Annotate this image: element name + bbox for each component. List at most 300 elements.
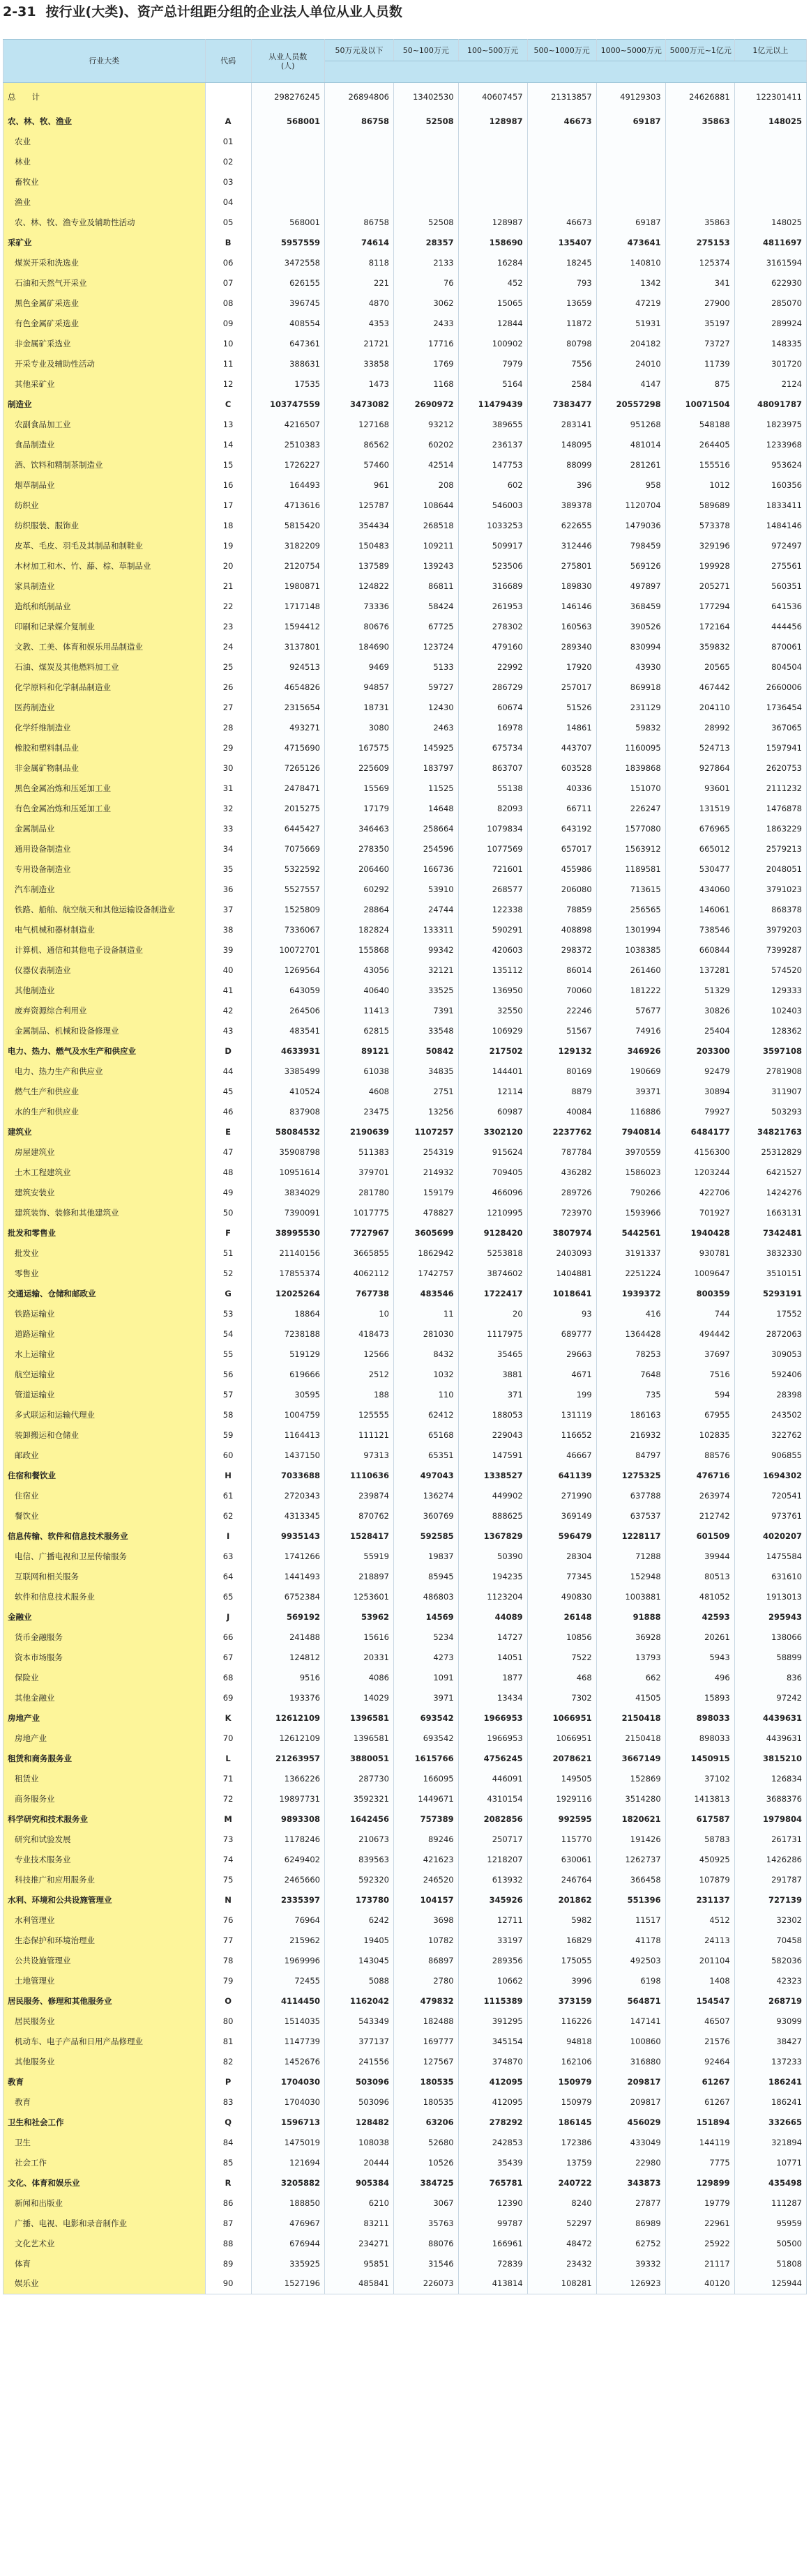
band-value-cell: 1017775 xyxy=(324,1202,393,1222)
band-value-cell: 416 xyxy=(596,1303,665,1324)
band-value-cell: 408898 xyxy=(527,919,596,940)
band-value-cell: 89246 xyxy=(394,1829,459,1849)
industry-label: 广播、电视、电影和录音制作业 xyxy=(3,2213,206,2233)
industry-code: 11 xyxy=(205,353,251,374)
industry-code: 51 xyxy=(205,1243,251,1263)
band-value-cell: 86758 xyxy=(324,212,393,232)
band-value-cell: 212742 xyxy=(665,1505,734,1526)
band-value-cell: 1484146 xyxy=(734,515,806,535)
band-value-cell: 150483 xyxy=(324,535,393,555)
band-value-cell: 346463 xyxy=(324,818,393,838)
band-value-cell: 25922 xyxy=(665,2233,734,2253)
band-value-cell: 100860 xyxy=(596,2031,665,2051)
total-employees-cell: 215962 xyxy=(251,1930,324,1950)
band-value-cell: 144119 xyxy=(665,2132,734,2152)
band-value-cell: 152869 xyxy=(596,1768,665,1788)
band-value-cell: 40336 xyxy=(527,778,596,798)
band-value-cell: 367065 xyxy=(734,717,806,737)
industry-label: 烟草制品业 xyxy=(3,475,206,495)
band-value-cell: 158690 xyxy=(458,232,527,252)
band-value-cell: 2584 xyxy=(527,374,596,394)
industry-label: 装卸搬运和仓储业 xyxy=(3,1425,206,1445)
band-value-cell: 43056 xyxy=(324,960,393,980)
industry-code: 80 xyxy=(205,2011,251,2031)
industry-label: 其他制造业 xyxy=(3,980,206,1000)
industry-label: 采矿业 xyxy=(3,232,206,252)
band-value-cell: 564871 xyxy=(596,1991,665,2011)
total-employees-cell: 17855374 xyxy=(251,1263,324,1283)
band-value-cell: 675734 xyxy=(458,737,527,758)
band-value-cell: 8118 xyxy=(324,252,393,273)
band-value-cell: 65168 xyxy=(394,1425,459,1445)
table-row xyxy=(3,1263,807,1283)
band-value-cell: 82093 xyxy=(458,798,527,818)
band-value-cell: 148025 xyxy=(734,111,806,131)
industry-code: A xyxy=(205,111,251,131)
band-value-cell: 25404 xyxy=(665,1020,734,1041)
band-value-cell: 1663131 xyxy=(734,1202,806,1222)
table-row xyxy=(3,859,807,879)
total-employees-cell: 21140156 xyxy=(251,1243,324,1263)
total-employees-cell: 164493 xyxy=(251,475,324,495)
total-employees-cell: 1969996 xyxy=(251,1950,324,1970)
band-value-cell: 58783 xyxy=(665,1829,734,1849)
band-value-cell: 20565 xyxy=(665,657,734,677)
band-value-cell: 189830 xyxy=(527,576,596,596)
table-number: 2-31 xyxy=(3,4,36,20)
industry-code: 19 xyxy=(205,535,251,555)
band-value-cell: 181222 xyxy=(596,980,665,1000)
table-row xyxy=(3,1566,807,1586)
total-employees-cell: 1366226 xyxy=(251,1768,324,1788)
band-value-cell: 1450915 xyxy=(665,1748,734,1768)
band-value-cell: 234271 xyxy=(324,2233,393,2253)
band-value-cell: 99787 xyxy=(458,2213,527,2233)
band-value-cell: 22246 xyxy=(527,1000,596,1020)
band-value-cell: 86989 xyxy=(596,2213,665,2233)
industry-label: 住宿业 xyxy=(3,1485,206,1505)
band-value-cell: 973761 xyxy=(734,1505,806,1526)
band-value-cell: 182488 xyxy=(394,2011,459,2031)
industry-code: 25 xyxy=(205,657,251,677)
band-value-cell: 1107257 xyxy=(394,1121,459,1142)
industry-label: 新闻和出版业 xyxy=(3,2193,206,2213)
industry-code: 34 xyxy=(205,838,251,859)
band-value-cell: 126834 xyxy=(734,1768,806,1788)
band-value-cell: 3592321 xyxy=(324,1788,393,1809)
band-value-cell: 3080 xyxy=(324,717,393,737)
band-value-cell xyxy=(324,192,393,212)
total-employees-cell: 1452676 xyxy=(251,2051,324,2071)
band-value-cell: 3514280 xyxy=(596,1788,665,1809)
table-row xyxy=(3,1687,807,1708)
band-value-cell: 28304 xyxy=(527,1546,596,1566)
band-value-cell: 111287 xyxy=(734,2193,806,2213)
band-value-cell: 836 xyxy=(734,1667,806,1687)
band-value-cell xyxy=(734,171,806,192)
band-value-cell: 412095 xyxy=(458,2071,527,2092)
table-row xyxy=(3,1647,807,1667)
band-value-cell: 11872 xyxy=(527,313,596,333)
band-value-cell: 15065 xyxy=(458,293,527,313)
band-value-cell: 21117 xyxy=(665,2253,734,2274)
band-value-cell: 1473 xyxy=(324,374,393,394)
band-value-cell: 478827 xyxy=(394,1202,459,1222)
total-employees-cell: 19897731 xyxy=(251,1788,324,1809)
band-value-cell: 455986 xyxy=(527,859,596,879)
industry-label: 化学纤维制造业 xyxy=(3,717,206,737)
total-employees-cell: 493271 xyxy=(251,717,324,737)
band-value-cell: 6210 xyxy=(324,2193,393,2213)
industry-code: 66 xyxy=(205,1627,251,1647)
band-value-cell: 88099 xyxy=(527,454,596,475)
band-value-cell: 1253601 xyxy=(324,1586,393,1607)
band-value-cell: 1012 xyxy=(665,475,734,495)
table-row xyxy=(3,2132,807,2152)
industry-code: 18 xyxy=(205,515,251,535)
band-value-cell: 80169 xyxy=(527,1061,596,1081)
band-value-cell: 11413 xyxy=(324,1000,393,1020)
band-value-cell: 92464 xyxy=(665,2051,734,2071)
band-value-cell: 182824 xyxy=(324,919,393,940)
band-value-cell: 961 xyxy=(324,475,393,495)
total-employees-cell: 1514035 xyxy=(251,2011,324,2031)
total-employees-cell: 4633931 xyxy=(251,1041,324,1061)
band-value-cell xyxy=(665,192,734,212)
total-employees-cell: 1269564 xyxy=(251,960,324,980)
section-row xyxy=(3,2112,807,2132)
industry-code: 13 xyxy=(205,414,251,434)
total-employees-cell: 17535 xyxy=(251,374,324,394)
band-value-cell: 3996 xyxy=(527,1970,596,1991)
band-value-cell: 53910 xyxy=(394,879,459,899)
band-value-cell: 35863 xyxy=(665,111,734,131)
band-value-cell: 2150418 xyxy=(596,1728,665,1748)
band-value-cell: 29663 xyxy=(527,1344,596,1364)
band-value-cell: 1820621 xyxy=(596,1809,665,1829)
band-value-cell: 7516 xyxy=(665,1364,734,1384)
band-value-cell: 360769 xyxy=(394,1505,459,1526)
band-value-cell: 4156300 xyxy=(665,1142,734,1162)
band-value-cell: 1218207 xyxy=(458,1849,527,1869)
industry-code: 28 xyxy=(205,717,251,737)
band-value-cell: 106929 xyxy=(458,1020,527,1041)
band-value-cell: 14029 xyxy=(324,1687,393,1708)
band-value-cell: 446091 xyxy=(458,1768,527,1788)
total-employees-cell: 4713616 xyxy=(251,495,324,515)
industry-label: 航空运输业 xyxy=(3,1364,206,1384)
band-value-cell: 10771 xyxy=(734,2152,806,2172)
band-value-cell: 80676 xyxy=(324,616,393,636)
band-value-cell: 643192 xyxy=(527,818,596,838)
industry-label: 木材加工和木、竹、藤、棕、草制品业 xyxy=(3,555,206,576)
total-employees-cell: 410524 xyxy=(251,1081,324,1101)
table-row xyxy=(3,495,807,515)
band-value-cell: 494442 xyxy=(665,1324,734,1344)
band-value-cell: 66711 xyxy=(527,798,596,818)
total-employees-cell: 3472558 xyxy=(251,252,324,273)
total-employees-cell: 9935143 xyxy=(251,1526,324,1546)
band-value-cell: 268719 xyxy=(734,1991,806,2011)
band-value-cell: 70458 xyxy=(734,1930,806,1950)
industry-label: 仪器仪表制造业 xyxy=(3,960,206,980)
table-row xyxy=(3,434,807,454)
band-value-cell: 128987 xyxy=(458,111,527,131)
band-value-cell: 312446 xyxy=(527,535,596,555)
band-value-cell: 268518 xyxy=(394,515,459,535)
band-value-cell: 713615 xyxy=(596,879,665,899)
industry-code: 78 xyxy=(205,1950,251,1970)
band-value-cell: 4512 xyxy=(665,1910,734,1930)
total-employees-cell: 7390091 xyxy=(251,1202,324,1222)
section-row xyxy=(3,1121,807,1142)
band-value-cell: 3161594 xyxy=(734,252,806,273)
table-title: 按行业(大类)、资产总计组距分组的企业法人单位从业人员数 xyxy=(45,4,402,20)
band-value-cell: 3510151 xyxy=(734,1263,806,1283)
band-value-cell: 65351 xyxy=(394,1445,459,1465)
total-employees-cell: 10072701 xyxy=(251,940,324,960)
band-value-cell: 225609 xyxy=(324,758,393,778)
industry-code: 79 xyxy=(205,1970,251,1991)
band-value-cell: 127168 xyxy=(324,414,393,434)
band-value-cell: 5234 xyxy=(394,1627,459,1647)
band-value-cell: 111121 xyxy=(324,1425,393,1445)
band-value-cell: 1009647 xyxy=(665,1263,734,1283)
band-value-cell: 61038 xyxy=(324,1061,393,1081)
industry-label: 卫生 xyxy=(3,2132,206,2152)
industry-code: 21 xyxy=(205,576,251,596)
industry-label: 居民服务业 xyxy=(3,2011,206,2031)
band-value-cell: 3067 xyxy=(394,2193,459,2213)
band-value-cell: 39332 xyxy=(596,2253,665,2274)
band-value-cell: 1301994 xyxy=(596,919,665,940)
band-value-cell: 930781 xyxy=(665,1243,734,1263)
industry-code: 82 xyxy=(205,2051,251,2071)
band-value-cell: 40607457 xyxy=(458,83,527,112)
band-value-cell: 60674 xyxy=(458,697,527,717)
page-title xyxy=(3,1,402,20)
industry-label: 畜牧业 xyxy=(3,171,206,192)
band-value-cell: 316689 xyxy=(458,576,527,596)
band-value-cell xyxy=(324,171,393,192)
band-value-cell: 254319 xyxy=(394,1142,459,1162)
band-value-cell xyxy=(458,151,527,171)
band-value-cell xyxy=(394,192,459,212)
band-value-cell: 33197 xyxy=(458,1930,527,1950)
industry-code xyxy=(205,83,251,112)
table-row xyxy=(3,1485,807,1505)
band-value-cell: 4062112 xyxy=(324,1263,393,1283)
industry-label: 零售业 xyxy=(3,1263,206,1283)
industry-code: 74 xyxy=(205,1849,251,1869)
band-value-cell: 35465 xyxy=(458,1344,527,1364)
table-row xyxy=(3,1768,807,1788)
band-value-cell: 1479036 xyxy=(596,515,665,535)
header-spacer xyxy=(324,61,806,83)
total-employees-cell: 1980871 xyxy=(251,576,324,596)
band-value-cell: 830994 xyxy=(596,636,665,657)
industry-label: 土地管理业 xyxy=(3,1970,206,1991)
band-value-cell: 23432 xyxy=(527,2253,596,2274)
band-value-cell: 100902 xyxy=(458,333,527,353)
band-value-cell: 490830 xyxy=(527,1586,596,1607)
table-header xyxy=(3,40,807,83)
band-value-cell: 1528417 xyxy=(324,1526,393,1546)
band-value-cell: 721601 xyxy=(458,859,527,879)
band-value-cell: 622655 xyxy=(527,515,596,535)
total-employees-cell: 2510383 xyxy=(251,434,324,454)
band-value-cell: 239874 xyxy=(324,1485,393,1505)
industry-label: 铁路运输业 xyxy=(3,1303,206,1324)
table-row xyxy=(3,1930,807,1950)
band-value-cell: 10071504 xyxy=(665,394,734,414)
industry-code: 14 xyxy=(205,434,251,454)
industry-label: 房屋建筑业 xyxy=(3,1142,206,1162)
industry-label: 管道运输业 xyxy=(3,1384,206,1404)
table-row xyxy=(3,1384,807,1404)
band-value-cell: 1979804 xyxy=(734,1809,806,1829)
band-value-cell: 214932 xyxy=(394,1162,459,1182)
band-value-cell: 226073 xyxy=(394,2274,459,2294)
band-value-cell: 145925 xyxy=(394,737,459,758)
band-value-cell: 241556 xyxy=(324,2051,393,2071)
band-value-cell: 226247 xyxy=(596,798,665,818)
header-industry: 行业大类 xyxy=(3,40,206,83)
industry-code: L xyxy=(205,1748,251,1768)
band-value-cell: 1079834 xyxy=(458,818,527,838)
band-value-cell: 218897 xyxy=(324,1566,393,1586)
band-value-cell: 256565 xyxy=(596,899,665,919)
industry-label: 道路运输业 xyxy=(3,1324,206,1344)
total-employees-cell: 21263957 xyxy=(251,1748,324,1768)
industry-code: 43 xyxy=(205,1020,251,1041)
band-value-cell: 155868 xyxy=(324,940,393,960)
total-employees-cell: 1437150 xyxy=(251,1445,324,1465)
total-employees-cell: 647361 xyxy=(251,333,324,353)
band-value-cell: 7383477 xyxy=(527,394,596,414)
band-value-cell xyxy=(596,192,665,212)
total-employees-cell: 3182209 xyxy=(251,535,324,555)
total-employees-cell: 619666 xyxy=(251,1364,324,1384)
band-value-cell: 177294 xyxy=(665,596,734,616)
band-value-cell: 11 xyxy=(394,1303,459,1324)
industry-code: 03 xyxy=(205,171,251,192)
band-value-cell: 86562 xyxy=(324,434,393,454)
band-value-cell: 203300 xyxy=(665,1041,734,1061)
industry-label: 总 计 xyxy=(3,83,206,112)
industry-label: 金属制品业 xyxy=(3,818,206,838)
table-row xyxy=(3,1404,807,1425)
industry-label: 计算机、通信和其他电子设备制造业 xyxy=(3,940,206,960)
band-value-cell: 3605699 xyxy=(394,1222,459,1243)
band-value-cell: 321894 xyxy=(734,2132,806,2152)
total-employees-cell: 7265126 xyxy=(251,758,324,778)
band-value-cell: 19405 xyxy=(324,1930,393,1950)
industry-label: 印刷和记录媒介复制业 xyxy=(3,616,206,636)
table-row xyxy=(3,353,807,374)
band-value-cell: 592585 xyxy=(394,1526,459,1546)
band-value-cell: 422706 xyxy=(665,1182,734,1202)
industry-code: 58 xyxy=(205,1404,251,1425)
band-value-cell: 676965 xyxy=(665,818,734,838)
band-value-cell: 52508 xyxy=(394,212,459,232)
band-value-cell: 60202 xyxy=(394,434,459,454)
band-value-cell: 57460 xyxy=(324,454,393,475)
band-value-cell: 485841 xyxy=(324,2274,393,2294)
band-value-cell: 167575 xyxy=(324,737,393,758)
band-value-cell: 4086 xyxy=(324,1667,393,1687)
industry-label: 专用设备制造业 xyxy=(3,859,206,879)
band-value-cell: 144401 xyxy=(458,1061,527,1081)
band-value-cell: 4147 xyxy=(596,374,665,394)
band-value-cell: 19837 xyxy=(394,1546,459,1566)
industry-code: 36 xyxy=(205,879,251,899)
industry-code: 63 xyxy=(205,1546,251,1566)
band-value-cell: 5442561 xyxy=(596,1222,665,1243)
band-value-cell: 1426286 xyxy=(734,1849,806,1869)
band-value-cell: 16978 xyxy=(458,717,527,737)
band-value-cell: 1877 xyxy=(458,1667,527,1687)
band-value-cell: 1038385 xyxy=(596,940,665,960)
band-value-cell: 13759 xyxy=(527,2152,596,2172)
band-value-cell: 95851 xyxy=(324,2253,393,2274)
industry-label: 造纸和纸制品业 xyxy=(3,596,206,616)
band-value-cell: 108281 xyxy=(527,2274,596,2294)
band-value-cell: 1123204 xyxy=(458,1586,527,1607)
band-value-cell: 1066951 xyxy=(527,1708,596,1728)
section-row xyxy=(3,1283,807,1303)
band-value-cell: 91888 xyxy=(596,1607,665,1627)
band-value-cell: 20261 xyxy=(665,1627,734,1647)
band-value-cell: 95959 xyxy=(734,2213,806,2233)
band-value-cell: 4608 xyxy=(324,1081,393,1101)
band-value-cell: 27900 xyxy=(665,293,734,313)
band-value-cell: 204182 xyxy=(596,333,665,353)
industry-code: P xyxy=(205,2071,251,2092)
industry-label: 燃气生产和供应业 xyxy=(3,1081,206,1101)
band-value-cell: 80798 xyxy=(527,333,596,353)
table-row xyxy=(3,374,807,394)
band-value-cell: 530477 xyxy=(665,859,734,879)
total-employees-cell: 335925 xyxy=(251,2253,324,2274)
band-value-cell: 154547 xyxy=(665,1991,734,2011)
table-row xyxy=(3,1586,807,1607)
band-value-cell: 377137 xyxy=(324,2031,393,2051)
band-value-cell: 11479439 xyxy=(458,394,527,414)
band-value-cell: 12430 xyxy=(394,697,459,717)
band-value-cell: 89121 xyxy=(324,1041,393,1061)
band-value-cell: 22980 xyxy=(596,2152,665,2172)
section-row xyxy=(3,1748,807,1768)
band-value-cell: 390526 xyxy=(596,616,665,636)
industry-code: 67 xyxy=(205,1647,251,1667)
band-value-cell: 657017 xyxy=(527,838,596,859)
band-value-cell: 3698 xyxy=(394,1910,459,1930)
band-value-cell xyxy=(665,131,734,151)
band-value-cell: 186241 xyxy=(734,2092,806,2112)
band-value-cell: 55138 xyxy=(458,778,527,798)
band-value-cell: 275561 xyxy=(734,555,806,576)
band-value-cell: 366458 xyxy=(596,1869,665,1889)
industry-label: 机动车、电子产品和日用产品修理业 xyxy=(3,2031,206,2051)
industry-code: 56 xyxy=(205,1364,251,1384)
band-value-cell: 2190639 xyxy=(324,1121,393,1142)
industry-code: 31 xyxy=(205,778,251,798)
industry-label: 资本市场服务 xyxy=(3,1647,206,1667)
band-value-cell: 140810 xyxy=(596,252,665,273)
band-value-cell: 21313857 xyxy=(527,83,596,112)
table-row xyxy=(3,273,807,293)
